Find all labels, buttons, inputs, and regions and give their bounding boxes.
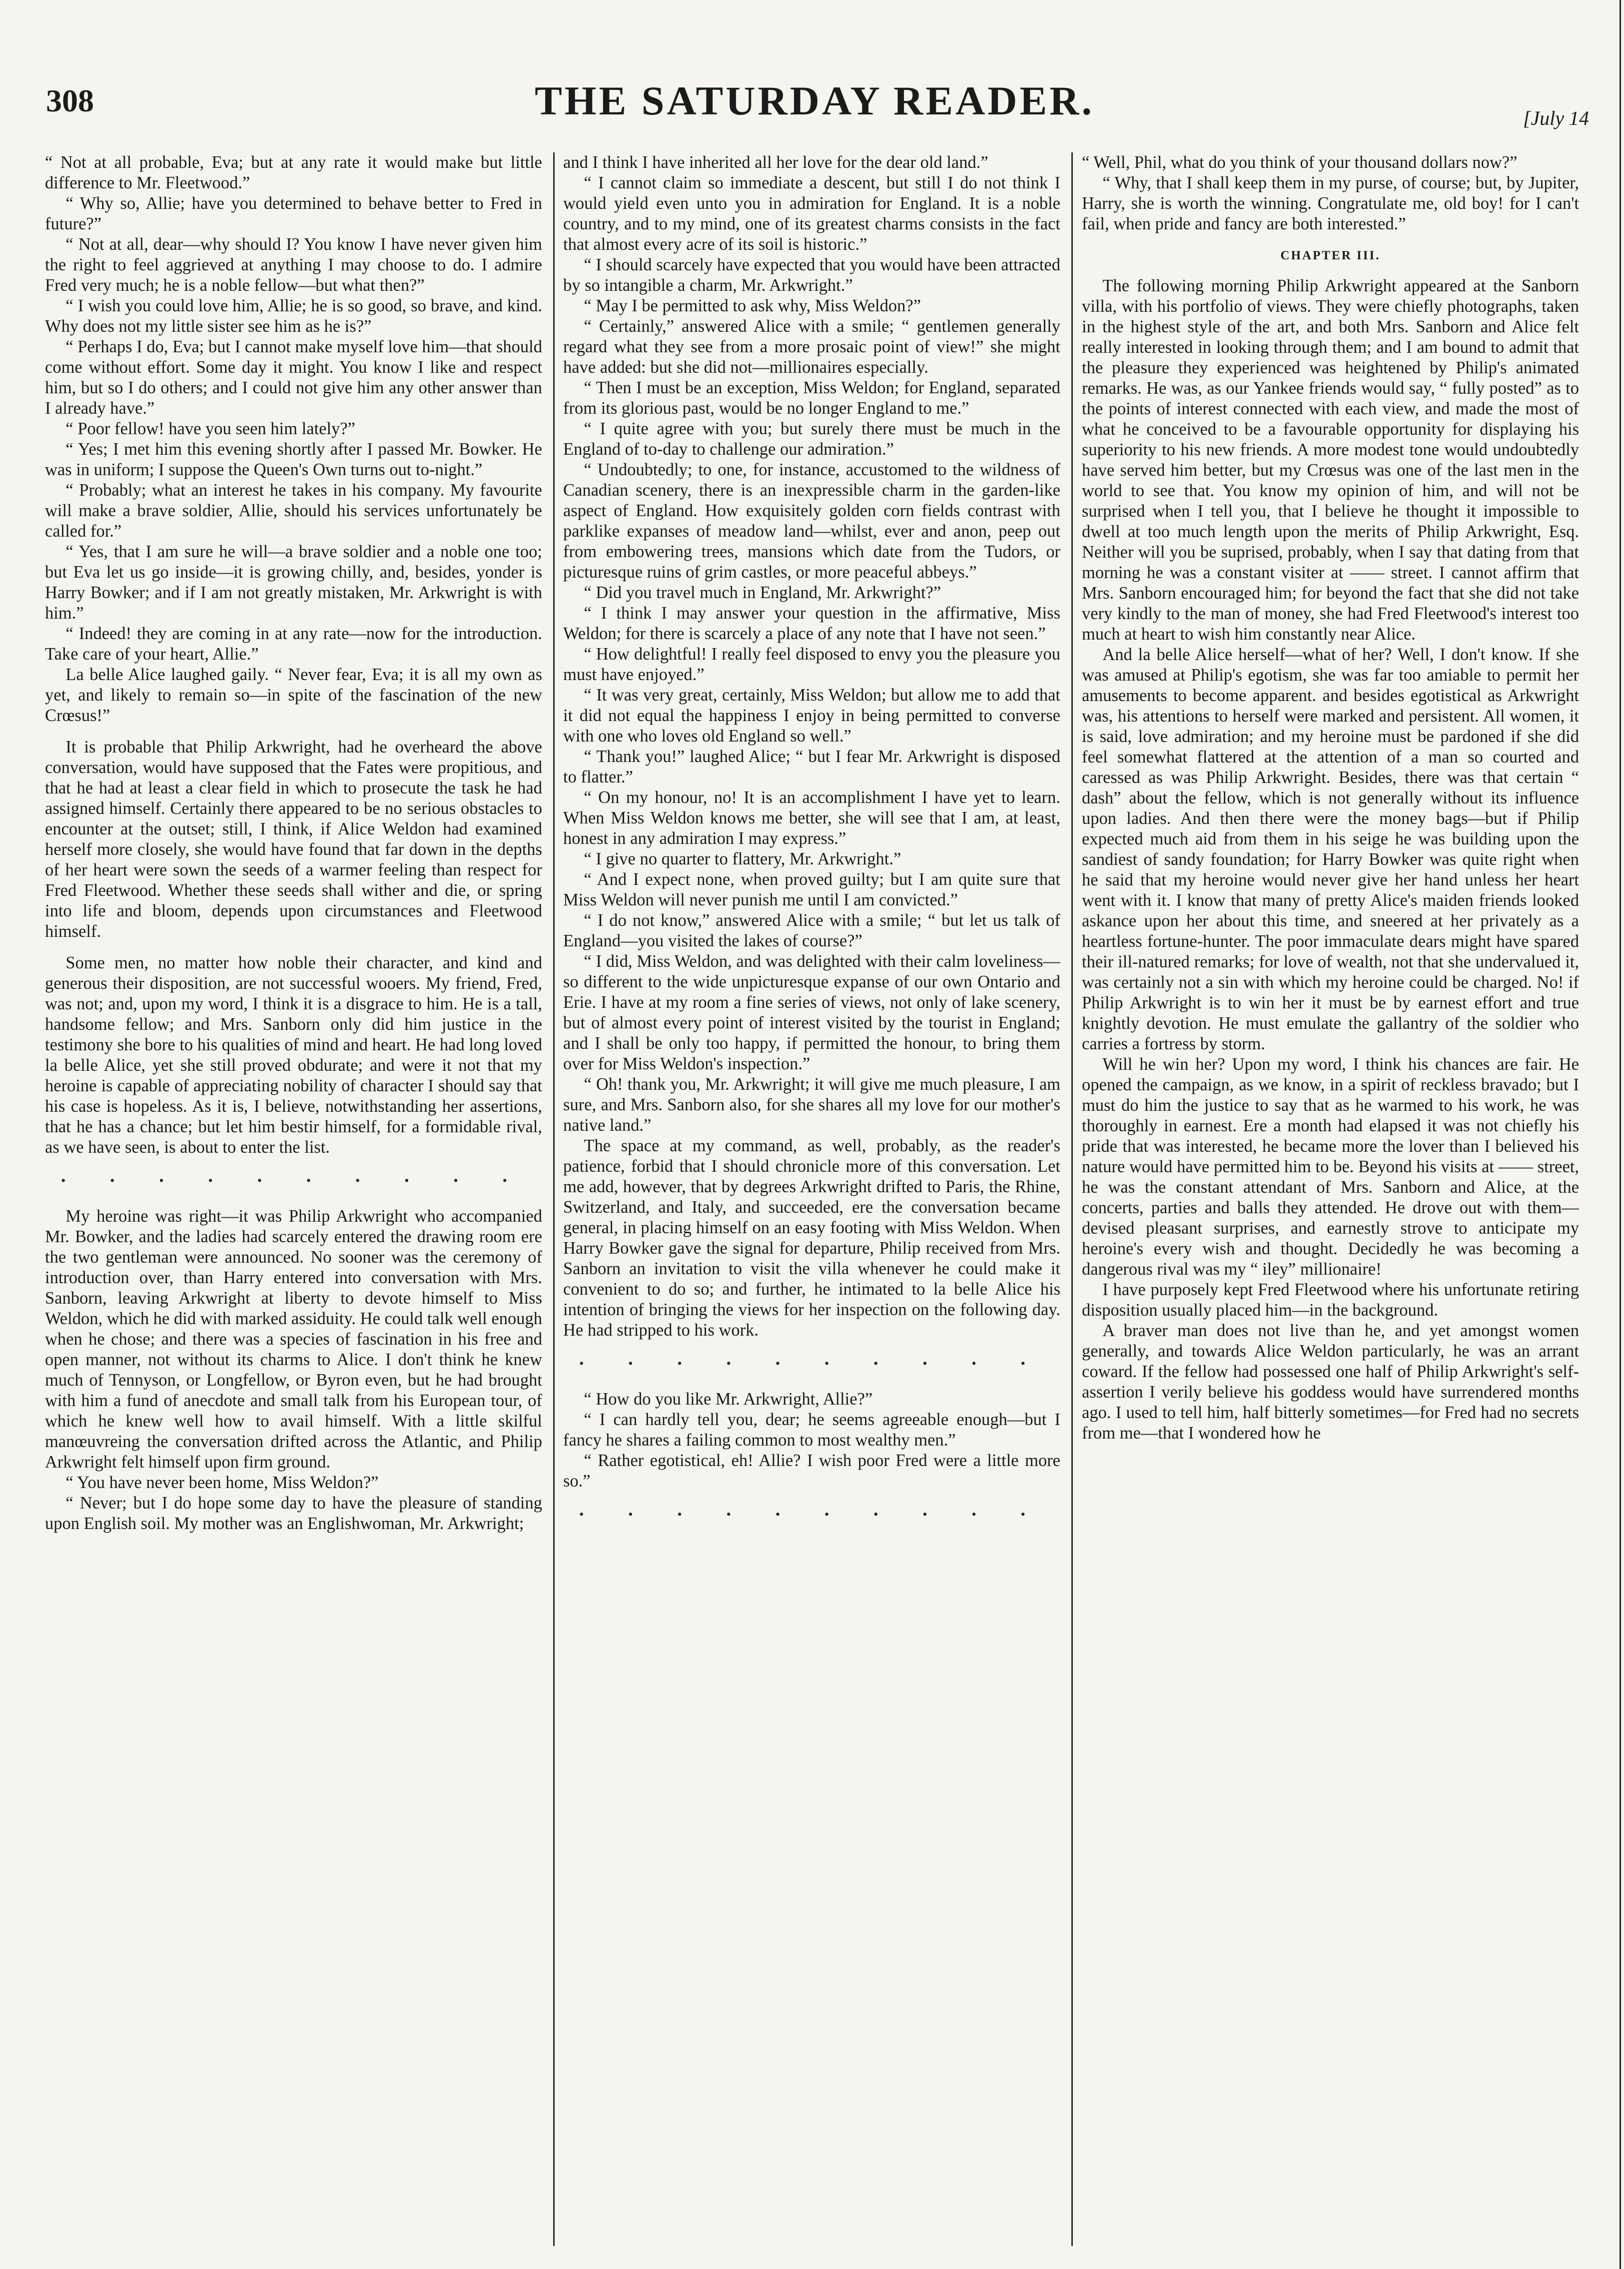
paragraph: “ I quite agree with you; but surely there must be much in the England of to-day to challenge our admiration.” bbox=[563, 419, 1060, 459]
column-1 bbox=[45, 152, 542, 2246]
paragraph: “ I did, Miss Weldon, and was delighted with their calm loveliness—so different to the wide unpicturesque expanse of our own Ontario and Erie. I have at my room a fine series of views, not only of lake scenery, but of almost every point of interest visited by the tourist in England; and I shall be only too happy, if permitted the honour, to bring them over for Miss Weldon's inspection.” bbox=[563, 952, 1060, 1073]
paragraph: “ Undoubtedly; to one, for instance, accustomed to the wildness of Canadian scenery, there is an inexpressible charm in the garden-like aspect of England. How exquisitely golden corn fields contrast with parklike expanses of meadow land—whilst, ever and anon, peep out from embowering trees, mansions which date from the Tudors, or picturesque ruins of grim castles, or more peaceful abbeys.” bbox=[563, 460, 1060, 582]
paragraph: The space at my command, as well, probably, as the reader's patience, forbid that I should chronicle more of this conversation. Let me add, however, that by degrees Arkwright drifted to Paris, the Rhine, Switzerland, and Italy, and succeeded, ere the conversation became general, in placing himself on an easy footing with Miss Weldon. When Harry Bowker gave the signal for departure, Philip received from Mrs. Sanborn an invitation to visit the villa whenever he could make it convenient to do so; and further, he intimated to la belle Alice his intention of bringing the views for her inspection on the following day. He had stripped to his work. bbox=[563, 1136, 1060, 1340]
paragraph: “ I wish you could love him, Allie; he is so good, so brave, and kind. Why does not my little sister see him as he is?” bbox=[45, 296, 542, 336]
paragraph: The following morning Philip Arkwright appeared at the Sanborn villa, with his portfolio of views. They were chiefly photographs, taken in the highest style of the art, and both Mrs. Sanborn and Alice felt really interested in looking through them; and I am bound to admit that the pleasure they experienced was heightened by Philip's animated remarks. He was, as our Yankee friends would say, “ fully posted” as to the points of interest connected with each view, and made the most of what he conceived to be a favourable opportunity for displaying his superiority to his new friends. A more modest tone would undoubtedly have served him better, but my Crœsus was one of the last men in the world to see that. You know my opinion of him, and will not be surprised when I tell you, that I believe he thought it impossible to dwell at too much length upon the merits of Philip Arkwright, Esq. Neither will you be suprised, probably, when I say that dating from that morning he was a constant visiter at —— street. I cannot affirm that Mrs. Sanborn encouraged him; for beyond the fact that she did not take very kindly to the man of money, she had Fred Fleetwood's interest too much at heart to wish him constantly near Alice. bbox=[1082, 276, 1579, 644]
paragraph: “ Certainly,” answered Alice with a smile; “ gentlemen generally regard what they see from a more prosaic point of view!” she might have added: but she did not—millionaires especially. bbox=[563, 317, 1060, 377]
paragraph: “ I do not know,” answered Alice with a smile; “ but let us talk of England—you visited the lakes of course?” bbox=[563, 911, 1060, 950]
paragraph: “ It was very great, certainly, Miss Weldon; but allow me to add that it did not equal the happiness I enjoy in being permitted to converse with one who loves old England so well.” bbox=[563, 686, 1060, 746]
paragraph: “ I give no quarter to flattery, Mr. Arkwright.” bbox=[584, 849, 901, 868]
paragraph: “ And I expect none, when proved guilty; but I am quite sure that Miss Weldon will never punish me until I am convicted.” bbox=[563, 870, 1060, 909]
paragraph: “ I cannot claim so immediate a descent, but still I do not think I would yield even unto you in admiration for England. It is a noble country, and to my mind, one of its greatest charms consists in the fact that almost every acre of its soil is historic.” bbox=[563, 173, 1060, 254]
paragraph: “ How do you like Mr. Arkwright, Allie?” bbox=[584, 1390, 873, 1409]
paragraph: “ Why, that I shall keep them in my purse, of course; but, by Jupiter, Harry, she is worth the winning. Congratulate me, old boy! for I can't fail, when pride and fancy are both interested.” bbox=[1082, 173, 1579, 233]
section-break: · · · · · · · · · · bbox=[578, 1353, 1045, 1374]
paragraph: “ Yes; I met him this evening shortly after I passed Mr. Bowker. He was in uniform; I suppose the Queen's Own turns out to-night.” bbox=[45, 440, 542, 479]
masthead-title: THE SATURDAY READER. bbox=[535, 78, 1094, 123]
paragraph: A braver man does not live than he, and yet amongst women generally, and towards Alice Weldon particularly, he was an arrant coward. If the fellow had possessed one half of Philip Arkwright's self-assertion I verily believe his goddess would have surrendered months ago. I used to tell him, half bitterly sometimes—for Fred had no secrets from me—that I wondered how he bbox=[1082, 1321, 1579, 1443]
paragraph: “ Did you travel much in England, Mr. Arkwright?” bbox=[584, 583, 941, 602]
paragraph: Will he win her? Upon my word, I think his chances are fair. He opened the campaign, as we know, in a spirit of reckless bravado; but I must do him the justice to say that as he warmed to his work, he was thoroughly in earnest. Ere a month had elapsed it was not chiefly his pride that was interested, he became more the lover than I believed his nature would have permitted him to be. Beyond his visits at —— street, he was the constant attendant of Mrs. Sanborn and Alice, at the concerts, parties and balls they attended. He drove out with them—devised pleasant surprises, and earnestly strove to anticipate my heroine's every wish and thought. Decidedly he was becoming a dangerous rival was my “ iley” millionaire! bbox=[1082, 1055, 1579, 1279]
paragraph: “ Poor fellow! have you seen him lately?” bbox=[65, 419, 355, 438]
paragraph: And la belle Alice herself—what of her? Well, I don't know. If she was amused at Philip's egotism, she was far too amiable to permit her amusements to become apparent. and besides egotistical as Arkwright was, his attentions to herself were marked and persistent. All women, it is said, love admiration; and my heroine must be pardoned if she did feel somewhat flattered at the attention of a man so courted and caressed as was Philip Arkwright. Besides, there was that certain “ dash” about the fellow, which is not generally without its influence upon ladies. And then there were the money bags—but if Philip expected much aid from them in his seige he was building upon the sandiest of sandy foundation; for Harry Bowker was quite right when he said that my heroine would never give her hand unless her heart went with it. I know that many of pretty Alice's maiden friends looked askance upon her about this time, and sneered at her privately as a heartless fortune-hunter. The poor immaculate dears might have spared their ill-natured remarks; for love of wealth, not that she undervalued it, was certainly not a sin with which my heroine could be charged. No! if Philip Arkwright is to win her it must be by earnest effort and true knightly devotion. He must emulate the gallantry of the soldier who carries a fortress by storm. bbox=[1082, 645, 1579, 1053]
column-3 bbox=[1082, 152, 1579, 2246]
paragraph: “ Rather egotistical, eh! Allie? I wish poor Fred were a little more so.” bbox=[563, 1451, 1060, 1491]
paragraph: Some men, no matter how noble their character, and kind and generous their disposition, are not successful wooers. My friend, Fred, was not; and, upon my word, I think it is a disgrace to him. He is a tall, handsome fellow; and Mrs. Sanborn only did him justice in the testimony she bore to his qualities of mind and heart. He had long loved la belle Alice, yet she still proved obdurate; and were it not that my heroine is capable of appreciating nobility of character I should say that his case is hopeless. As it is, I believe, notwithstanding her assertions, that he has a chance; but let him bestir himself, for a formidable rival, as we have seen, is about to enter the list. bbox=[45, 953, 542, 1157]
paragraph: “ Perhaps I do, Eva; but I cannot make myself love him—that should come without effort. Some day it might. You know I like and respect him, but so I do others; and I could not give him any other answer than I already have.” bbox=[45, 337, 542, 418]
paragraph: “ Oh! thank you, Mr. Arkwright; it will give me much pleasure, I am sure, and Mrs. Sanborn also, for she shares all my love for our mother's native land.” bbox=[563, 1075, 1060, 1135]
paragraph: La belle Alice laughed gaily. “ Never fear, Eva; it is all my own as yet, and likely to remain so—in spite of the fascination of the new Crœsus!” bbox=[45, 665, 542, 725]
paragraph: and I think I have inherited all her love for the dear old land.” bbox=[563, 153, 988, 172]
paragraph: “ Probably; what an interest he takes in his company. My favourite will make a brave soldier, Allie, should his services unfortunately be called for.” bbox=[45, 481, 542, 541]
article-columns bbox=[45, 152, 1579, 2246]
paragraph: “ May I be permitted to ask why, Miss Weldon?” bbox=[584, 296, 921, 315]
section-break: · · · · · · · · · · bbox=[578, 1504, 1045, 1525]
issue-date: [July 14 bbox=[1523, 107, 1589, 129]
paragraph: “ Thank you!” laughed Alice; “ but I fear Mr. Arkwright is disposed to flatter.” bbox=[563, 747, 1060, 786]
paragraph: “ I should scarcely have expected that you would have been attracted by so intangible a charm, Mr. Arkwright.” bbox=[563, 255, 1060, 295]
paragraph: My heroine was right—it was Philip Arkwright who accompanied Mr. Bowker, and the ladies had scarcely entered the drawing room ere the two gentleman were announced. No sooner was the ceremony of introduction over, than Harry entered into conversation with Mrs. Sanborn, leaving Arkwright at liberty to devote himself to Miss Weldon, which he did with marked assiduity. He could talk well enough when he chose; and there was a species of fascination in his free and open manner, not without its charms to Alice. I don't think he knew much of Tennyson, or Longfellow, or Byron even, but he had brought with him a fund of anecdote and small talk from his European tour, of which he knew well how to avail himself. With a little skilful manœuvreing the conversation drifted across the Atlantic, and Philip Arkwright felt himself upon firm ground. bbox=[45, 1207, 542, 1472]
paragraph: “ Never; but I do hope some day to have the pleasure of standing upon English soil. My mother was an Englishwoman, Mr. Arkwright; bbox=[45, 1494, 542, 1533]
paragraph: “ Indeed! they are coming in at any rate—now for the introduction. Take care of your heart, Allie.” bbox=[45, 624, 542, 664]
column-2 bbox=[563, 152, 1060, 2246]
paragraph: “ Not at all, dear—why should I? You know I have never given him the right to feel aggrieved at anything I may choose to do. I admire Fred very much; he is a noble fellow—but what then?” bbox=[45, 235, 542, 295]
paragraph: “ You have never been home, Miss Weldon?” bbox=[65, 1473, 379, 1492]
paragraph: “ I can hardly tell you, dear; he seems agreeable enough—but I fancy he shares a failing common to most wealthy men.” bbox=[563, 1410, 1060, 1450]
section-break: · · · · · · · · · · bbox=[60, 1170, 527, 1191]
page-edge-rule bbox=[1620, 0, 1621, 2269]
paragraph: “ Yes, that I am sure he will—a brave soldier and a noble one too; but Eva let us go inside—it is growing chilly, and, besides, yonder is Harry Bowker; and if I am not greatly mistaken, Mr. Arkwright is with him.” bbox=[45, 542, 542, 623]
paragraph: I have purposely kept Fred Fleetwood where his unfortunate retiring disposition usually placed him—in the background. bbox=[1082, 1280, 1579, 1320]
paragraph: It is probable that Philip Arkwright, had he overheard the above conversation, would have supposed that the Fates were propitious, and that he had at least a clear field in which to prosecute the task he had assigned himself. Certainly there appeared to be no serious obstacles to encounter at the outset; still, I think, if Alice Weldon had examined herself more closely, she would have found that far down in the depths of her heart were sown the seeds of a warmer feeling than respect for Fred Fleetwood. Whether these seeds shall wither and die, or spring into life and bloom, depends upon circumstances and Fleetwood himself. bbox=[45, 738, 542, 941]
paragraph: “ How delightful! I really feel disposed to envy you the pleasure you must have enjoyed.” bbox=[563, 645, 1060, 684]
chapter-heading: CHAPTER III. bbox=[1280, 249, 1381, 262]
paragraph: “ Why so, Allie; have you determined to behave better to Fred in future?” bbox=[45, 194, 542, 233]
page-number: 308 bbox=[46, 83, 94, 118]
paragraph: “ On my honour, no! It is an accomplishment I have yet to learn. When Miss Weldon knows me better, she will see that I am, at least, honest in any admiration I may express.” bbox=[563, 788, 1060, 848]
page-header bbox=[40, 47, 1589, 129]
paragraph: “ Well, Phil, what do you think of your thousand dollars now?” bbox=[1082, 153, 1518, 172]
paragraph: “ I think I may answer your question in the affirmative, Miss Weldon; for there is scarcely a place of any note that I have not seen.” bbox=[563, 604, 1060, 643]
paragraph: “ Then I must be an exception, Miss Weldon; for England, separated from its glorious past, would be no longer England to me.” bbox=[563, 378, 1060, 418]
paragraph: “ Not at all probable, Eva; but at any rate it would make but little difference to Mr. Fleetwood.” bbox=[45, 153, 542, 192]
